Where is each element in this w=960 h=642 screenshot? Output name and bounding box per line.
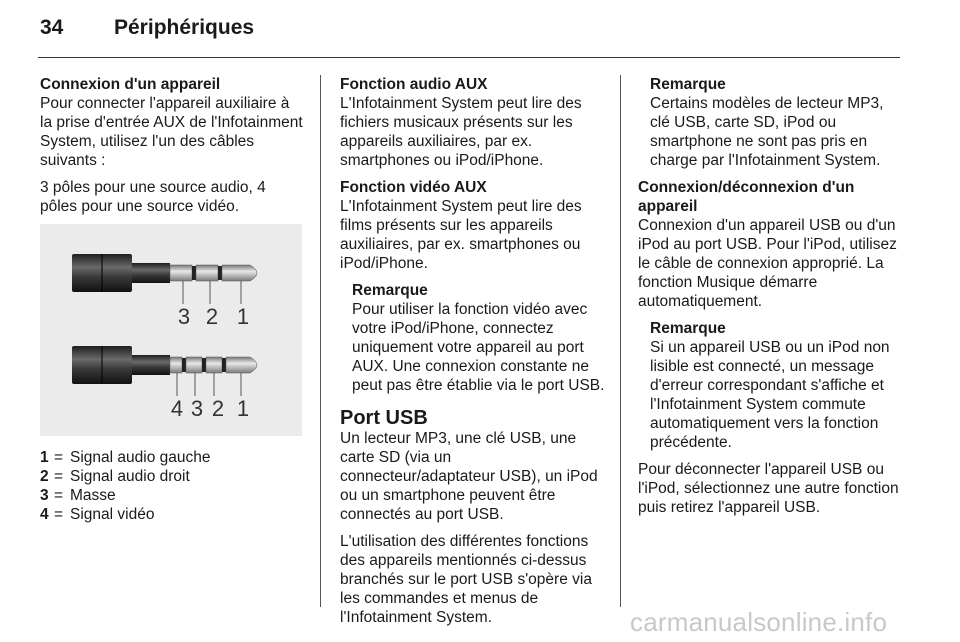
watermark: carmanualsonline.info bbox=[630, 607, 888, 637]
heading-video-aux: Fonction vidéo AUX bbox=[340, 179, 487, 196]
legend-eq: = bbox=[54, 449, 64, 466]
page-number: 34 bbox=[40, 16, 64, 39]
heading-usb: Port USB bbox=[340, 407, 428, 429]
legend-num: 3 bbox=[40, 487, 49, 504]
legend-num: 2 bbox=[40, 468, 49, 485]
jack-bottom-label-3: 3 bbox=[190, 396, 204, 421]
note-title: Remarque bbox=[650, 76, 726, 93]
header-rule bbox=[38, 57, 900, 58]
legend-text: Masse bbox=[70, 487, 116, 504]
jack-3-pole bbox=[72, 254, 257, 304]
column-divider bbox=[320, 75, 321, 607]
figure-legend bbox=[40, 448, 305, 524]
column-3 bbox=[638, 75, 904, 525]
legend-num: 1 bbox=[40, 449, 49, 466]
section-title: Périphériques bbox=[114, 16, 255, 39]
jack-bottom-label-1: 1 bbox=[236, 396, 250, 421]
heading-connexion-deconnexion: Connexion/déconnexion d'un appareil bbox=[638, 179, 855, 215]
para-connexion-usb: Connexion d'un appareil USB ou d'un iPod au port USB. Pour l'iPod, utilisez le câble de connexion approprié. La fonction Musique démarre automatiquement. bbox=[638, 217, 897, 310]
legend-num: 4 bbox=[40, 506, 49, 523]
legend-eq: = bbox=[54, 468, 64, 485]
para-deconnexion: Pour déconnecter l'appareil USB ou l'iPod, sélectionnez une autre fonction puis retirez l'appareil USB. bbox=[638, 461, 899, 516]
jack-bottom-label-4: 4 bbox=[170, 396, 184, 421]
jack-figure bbox=[40, 224, 302, 436]
column-1 bbox=[40, 75, 305, 524]
note-text: Si un appareil USB ou un iPod non lisible est connecté, un message d'erreur correspondant s'affiche et l'Infotainment System commute automatiquement vers la fonction précédente. bbox=[650, 339, 890, 451]
page-header bbox=[40, 16, 254, 50]
heading-connexion: Connexion d'un appareil bbox=[40, 76, 221, 93]
jack-bottom-label-2: 2 bbox=[211, 396, 225, 421]
heading-audio-aux: Fonction audio AUX bbox=[340, 76, 488, 93]
para-audio-aux: L'Infotainment System peut lire des fichiers musicaux présents sur les appareils auxiliaires, par ex. smartphones ou iPod/iPhone. bbox=[340, 95, 582, 169]
legend-eq: = bbox=[54, 506, 64, 523]
jack-top-label-2: 2 bbox=[205, 304, 219, 329]
note-text: Pour utiliser la fonction vidéo avec votre iPod/iPhone, connectez uniquement votre appareil au port AUX. Une connexion constante ne peut pas être établie via le port USB. bbox=[352, 301, 605, 394]
para-poles: 3 pôles pour une source audio, 4 pôles pour une source vidéo. bbox=[40, 179, 266, 215]
note-title: Remarque bbox=[352, 282, 428, 299]
para-usb-2: L'utilisation des différentes fonctions des appareils mentionnés ci-dessus branchés sur le port USB s'opère via les commandes et menus de l'Infotainment System. bbox=[340, 533, 592, 626]
note-title: Remarque bbox=[650, 320, 726, 337]
note-unsupported bbox=[650, 75, 904, 170]
legend-text: Signal audio droit bbox=[70, 468, 190, 485]
para-connexion: Pour connecter l'appareil auxiliaire à la prise d'entrée AUX de l'Infotainment System, utilisez l'un des câbles suivants : bbox=[40, 95, 303, 169]
para-usb-1: Un lecteur MP3, une clé USB, une carte SD (via un connecteur/adaptateur USB), un iPod ou un smartphone peuvent être connectés au port USB. bbox=[340, 430, 598, 523]
column-divider bbox=[620, 75, 621, 607]
legend-eq: = bbox=[54, 487, 64, 504]
note-error bbox=[650, 319, 904, 452]
legend-text: Signal vidéo bbox=[70, 506, 155, 523]
jack-illustration bbox=[40, 224, 302, 436]
jack-4-pole bbox=[72, 346, 257, 396]
legend-text: Signal audio gauche bbox=[70, 449, 211, 466]
para-video-aux: L'Infotainment System peut lire des films présents sur les appareils auxiliaires, par ex. smartphones ou iPod/iPhone. bbox=[340, 198, 582, 272]
jack-top-label-3: 3 bbox=[177, 304, 191, 329]
note-video bbox=[352, 281, 608, 395]
note-text: Certains modèles de lecteur MP3, clé USB, carte SD, iPod ou smartphone ne sont pas pris en charge par l'Infotainment System. bbox=[650, 95, 884, 169]
jack-top-label-1: 1 bbox=[236, 304, 250, 329]
column-2 bbox=[340, 75, 608, 635]
